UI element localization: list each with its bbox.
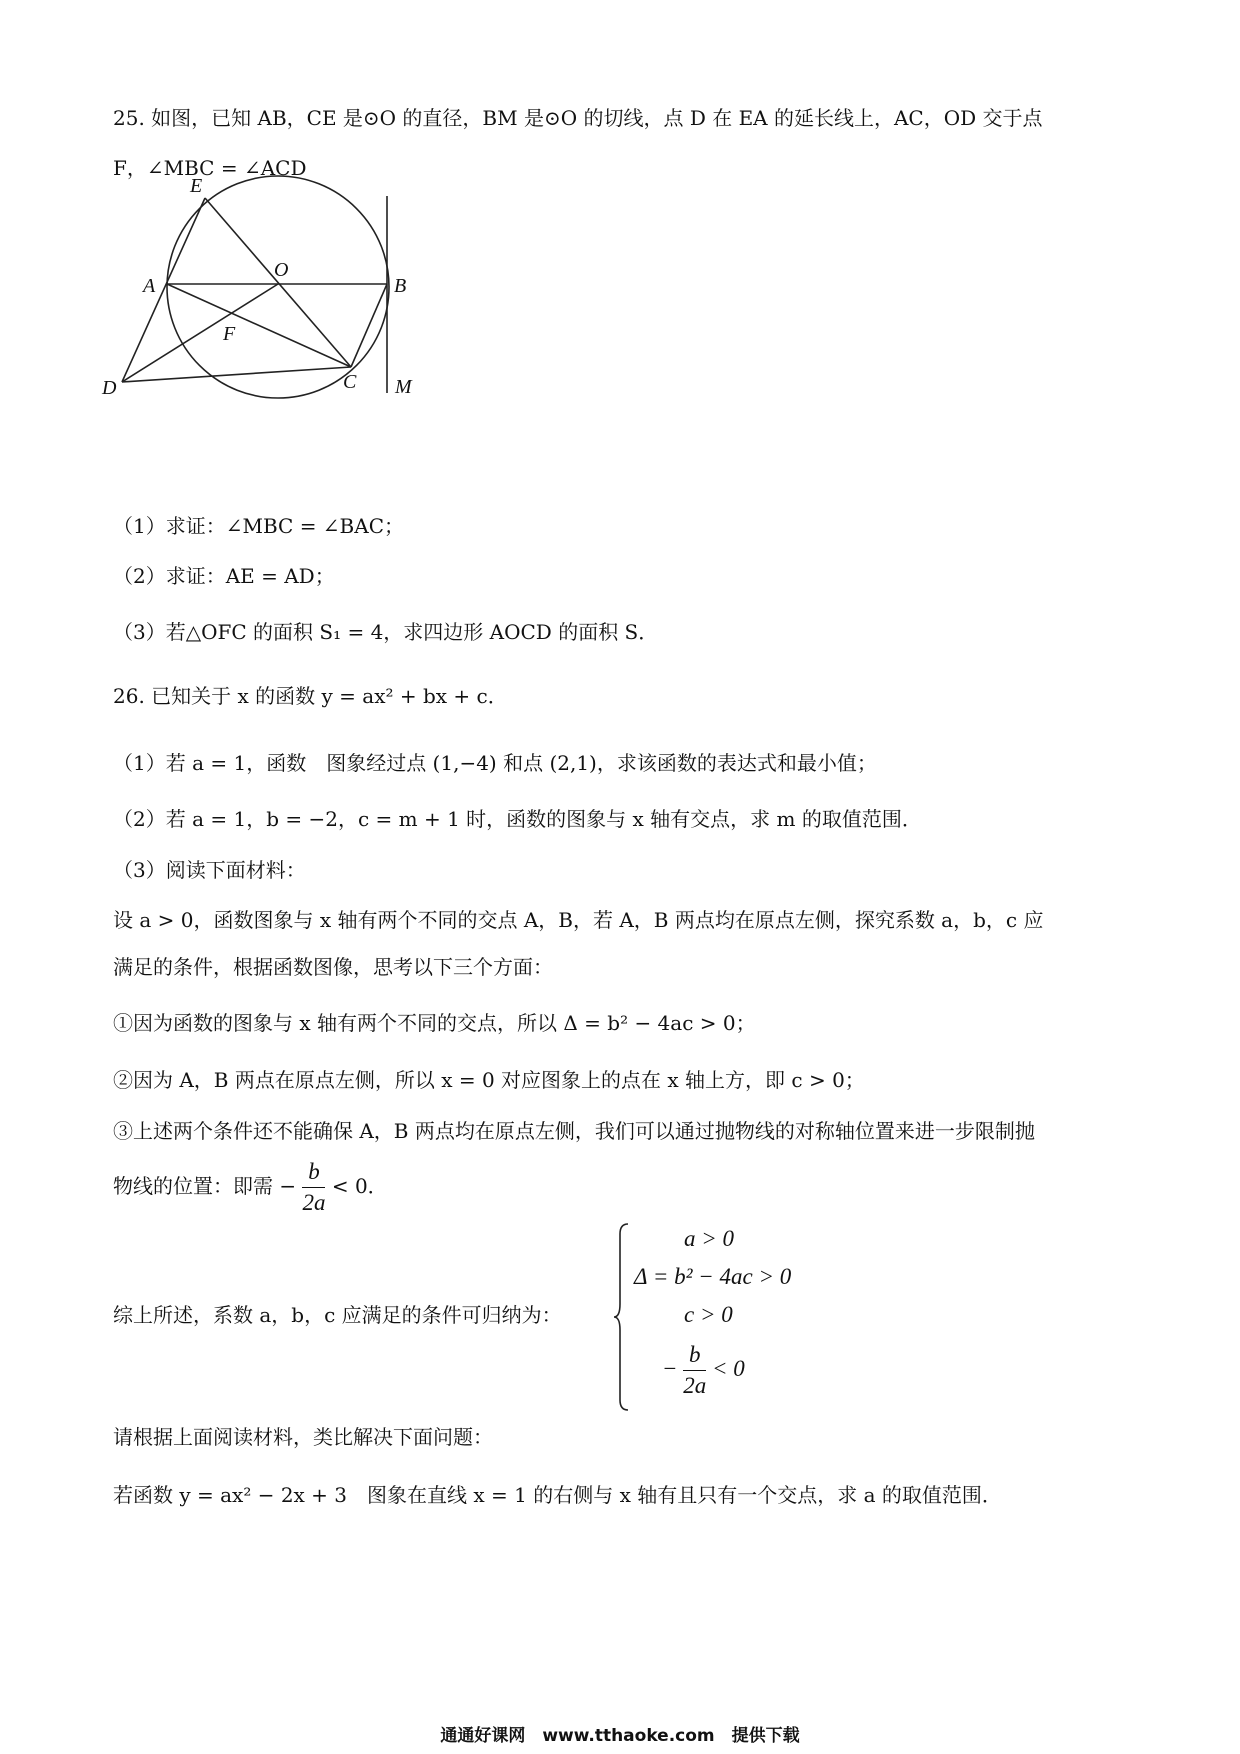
fraction-numerator: b	[302, 1157, 325, 1188]
condition-axis-numerator: b	[683, 1340, 706, 1371]
point3b-prefix: 物线的位置：即需 −	[113, 1174, 297, 1198]
q26-instruction: 请根据上面阅读材料，类比解决下面问题：	[113, 1425, 493, 1449]
label-b: B	[394, 275, 407, 297]
fraction-b-over-2a	[302, 1157, 325, 1218]
left-brace	[612, 1222, 632, 1412]
condition-a: a > 0	[684, 1226, 735, 1251]
q26-point1: ①因为函数的图象与 x 轴有两个不同的交点，所以 Δ = b² − 4ac > 0；	[113, 1011, 756, 1035]
q25-part3: （3）若△OFC 的面积 S₁ = 4，求四边形 AOCD 的面积 S．	[113, 620, 659, 644]
condition-axis-suffix: < 0	[712, 1355, 745, 1381]
q26-material1: 设 a > 0，函数图象与 x 轴有两个不同的交点 A，B，若 A，B 两点均在原点左侧，探究系数 a，b，c 应	[113, 908, 1044, 932]
conditions-system	[612, 1222, 822, 1412]
geometry-figure	[102, 175, 470, 450]
q26-part2: （2）若 a = 1，b = −2，c = m + 1 时，函数的图象与 x 轴有交点，求 m 的取值范围．	[113, 807, 922, 831]
condition-axis-prefix: −	[662, 1355, 678, 1381]
label-m: M	[395, 376, 412, 398]
label-o: O	[274, 259, 289, 281]
q25-part2: （2）求证：AE = AD；	[113, 564, 335, 588]
q26-point2: ②因为 A，B 两点在原点左侧，所以 x = 0 对应图象上的点在 x 轴上方，即 c > 0；	[113, 1068, 865, 1092]
page-footer: 通通好课网 www.tthaoke.com 提供下载	[440, 1726, 800, 1746]
q26-summary: 综上所述，系数 a，b，c 应满足的条件可归纳为：	[113, 1303, 562, 1327]
q26-final: 若函数 y = ax² − 2x + 3 图象在直线 x = 1 的右侧与 x 轴有且只有一个交点，求 a 的取值范围．	[113, 1483, 1002, 1507]
condition-axis-fraction	[683, 1340, 706, 1401]
condition-axis-denominator: 2a	[683, 1373, 707, 1398]
q25-part1: （1）求证：∠MBC = ∠BAC；	[113, 514, 405, 538]
q26-point3b	[113, 1155, 388, 1218]
label-a: A	[143, 275, 156, 297]
label-f: F	[223, 323, 236, 345]
q26-stem: 26. 已知关于 x 的函数 y = ax² + bx + c．	[113, 684, 508, 708]
segment-ed	[122, 198, 205, 382]
q25-stem-line2: F，∠MBC = ∠ACD	[113, 156, 307, 180]
q26-part1: （1）若 a = 1，函数 图象经过点 (1,−4) 和点 (2,1)，求该函数的表达式和最小值；	[113, 751, 877, 775]
condition-c: c > 0	[684, 1302, 733, 1327]
fraction-denominator: 2a	[302, 1190, 326, 1215]
label-d: D	[102, 377, 117, 399]
q25-stem-line1: 25. 如图，已知 AB，CE 是⊙O 的直径，BM 是⊙O 的切线，点 D 在 EA 的延长线上，AC，OD 交于点	[113, 106, 1043, 130]
q26-material2: 满足的条件，根据函数图像，思考以下三个方面：	[113, 955, 553, 979]
label-e: E	[190, 175, 203, 197]
segment-dc	[122, 367, 351, 382]
label-c: C	[343, 371, 357, 393]
q26-part3: （3）阅读下面材料：	[113, 858, 306, 882]
condition-delta: Δ = b² − 4ac > 0	[634, 1264, 792, 1289]
q26-point3a: ③上述两个条件还不能确保 A，B 两点均在原点左侧，我们可以通过抛物线的对称轴位置来进一步限制抛	[113, 1119, 1035, 1143]
condition-axis	[662, 1340, 745, 1401]
point3b-suffix: < 0．	[331, 1174, 388, 1198]
